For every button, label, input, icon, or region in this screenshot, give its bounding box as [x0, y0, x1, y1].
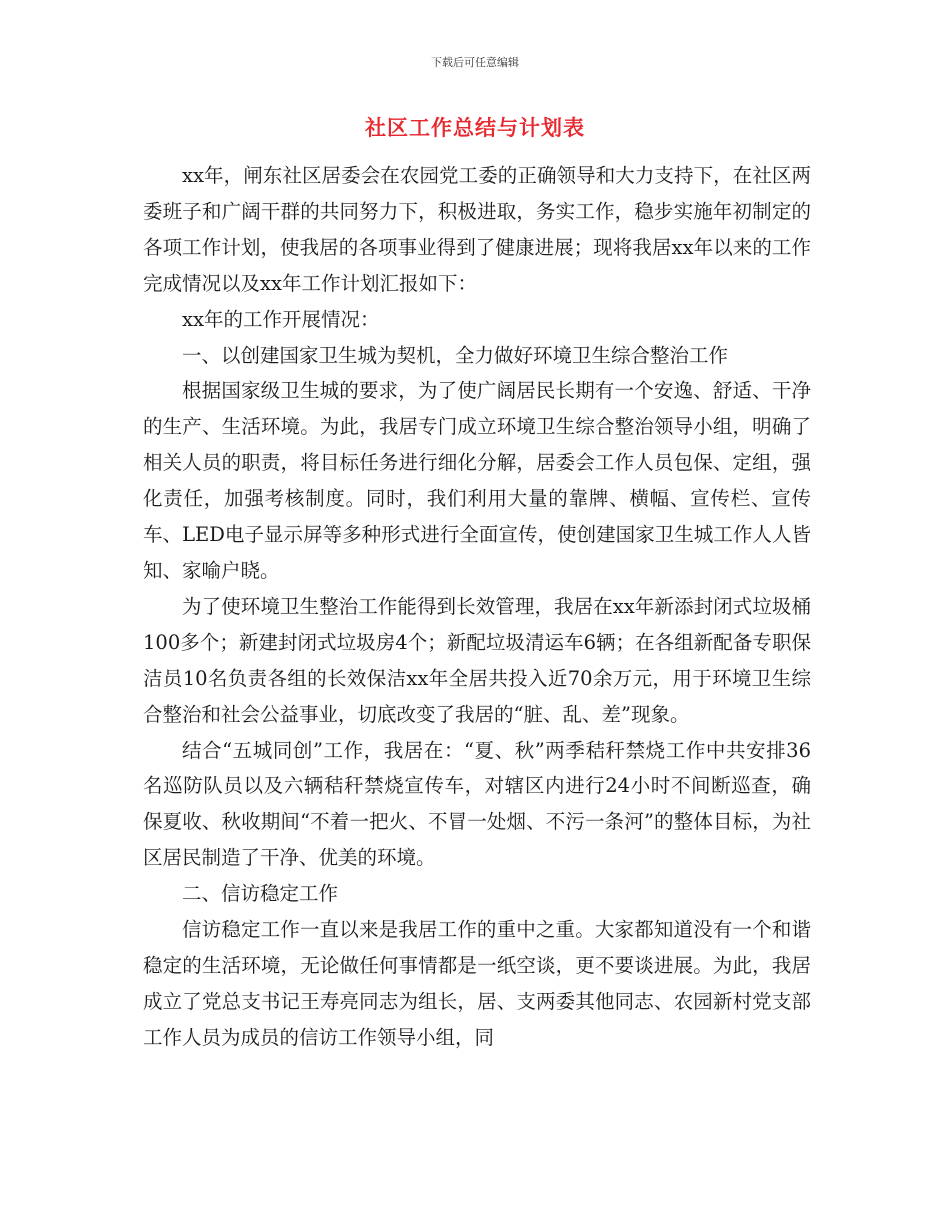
section-heading-2: 二、信访稳定工作	[182, 882, 339, 906]
paragraph-work-status: xx年的工作开展情况：	[182, 307, 380, 331]
paragraph-petition: 信访稳定工作一直以来是我居工作的重中之重。大家都知道没有一个和谐稳定的生活环境，无论做任何事情都是一纸空谈，更不要谈进展。为此，我居成立了党总支书记王寿亮同志为组长，居、支两委其他同志、农园新村党支部工作人员为成员的信访工作领导小组，同	[143, 918, 811, 1049]
paragraph-sanitation-3: 结合“五城同创”工作，我居在：“夏、秋”两季秸秆禁烧工作中共安排36名巡防队员以及六辆秸秆禁烧宣传车，对辖区内进行24小时不间断巡查，确保夏收、秋收期间“不着一把火、不冒一处烟、不污一条河”的整体目标，为社区居民制造了干净、优美的环境。	[143, 738, 811, 870]
paragraph-sanitation-1: 根据国家级卫生城的要求，为了使广阔居民长期有一个安逸、舒适、干净的生产、生活环境。为此，我居专门成立环境卫生综合整治领导小组，明确了相关人员的职责，将目标任务进行细化分解，居委会工作人员包保、定组，强化责任，加强考核制度。同时，我们利用大量的靠牌、横幅、宣传栏、宣传车、LED电子显示屏等多种形式进行全面宣传，使创建国家卫生城工作人人皆知、家喻户晓。	[143, 379, 811, 582]
section-heading-1: 一、以创建国家卫生城为契机，全力做好环境卫生综合整治工作	[182, 343, 729, 367]
document-title: 社区工作总结与计划表	[365, 115, 585, 140]
paragraph-intro: xx年，闸东社区居委会在农园党工委的正确领导和大力支持下，在社区两委班子和广阔干群的共同努力下，积极进取，务实工作，稳步实施年初制定的各项工作计划，使我居的各项事业得到了健康进展；现将我居xx年以来的工作完成情况以及xx年工作计划汇报如下：	[143, 164, 811, 295]
document-body	[143, 158, 811, 1056]
header-note: 下载后可任意编辑	[431, 56, 519, 69]
paragraph-sanitation-2: 为了使环境卫生整治工作能得到长效管理，我居在xx年新添封闭式垃圾桶100多个；新建封闭式垃圾房4个；新配垃圾清运车6辆；在各组新配备专职保洁员10名负责各组的长效保洁xx年全居共投入近70余万元，用于环境卫生综合整治和社会公益事业，切底改变了我居的“脏、乱、差”现象。	[143, 594, 811, 726]
